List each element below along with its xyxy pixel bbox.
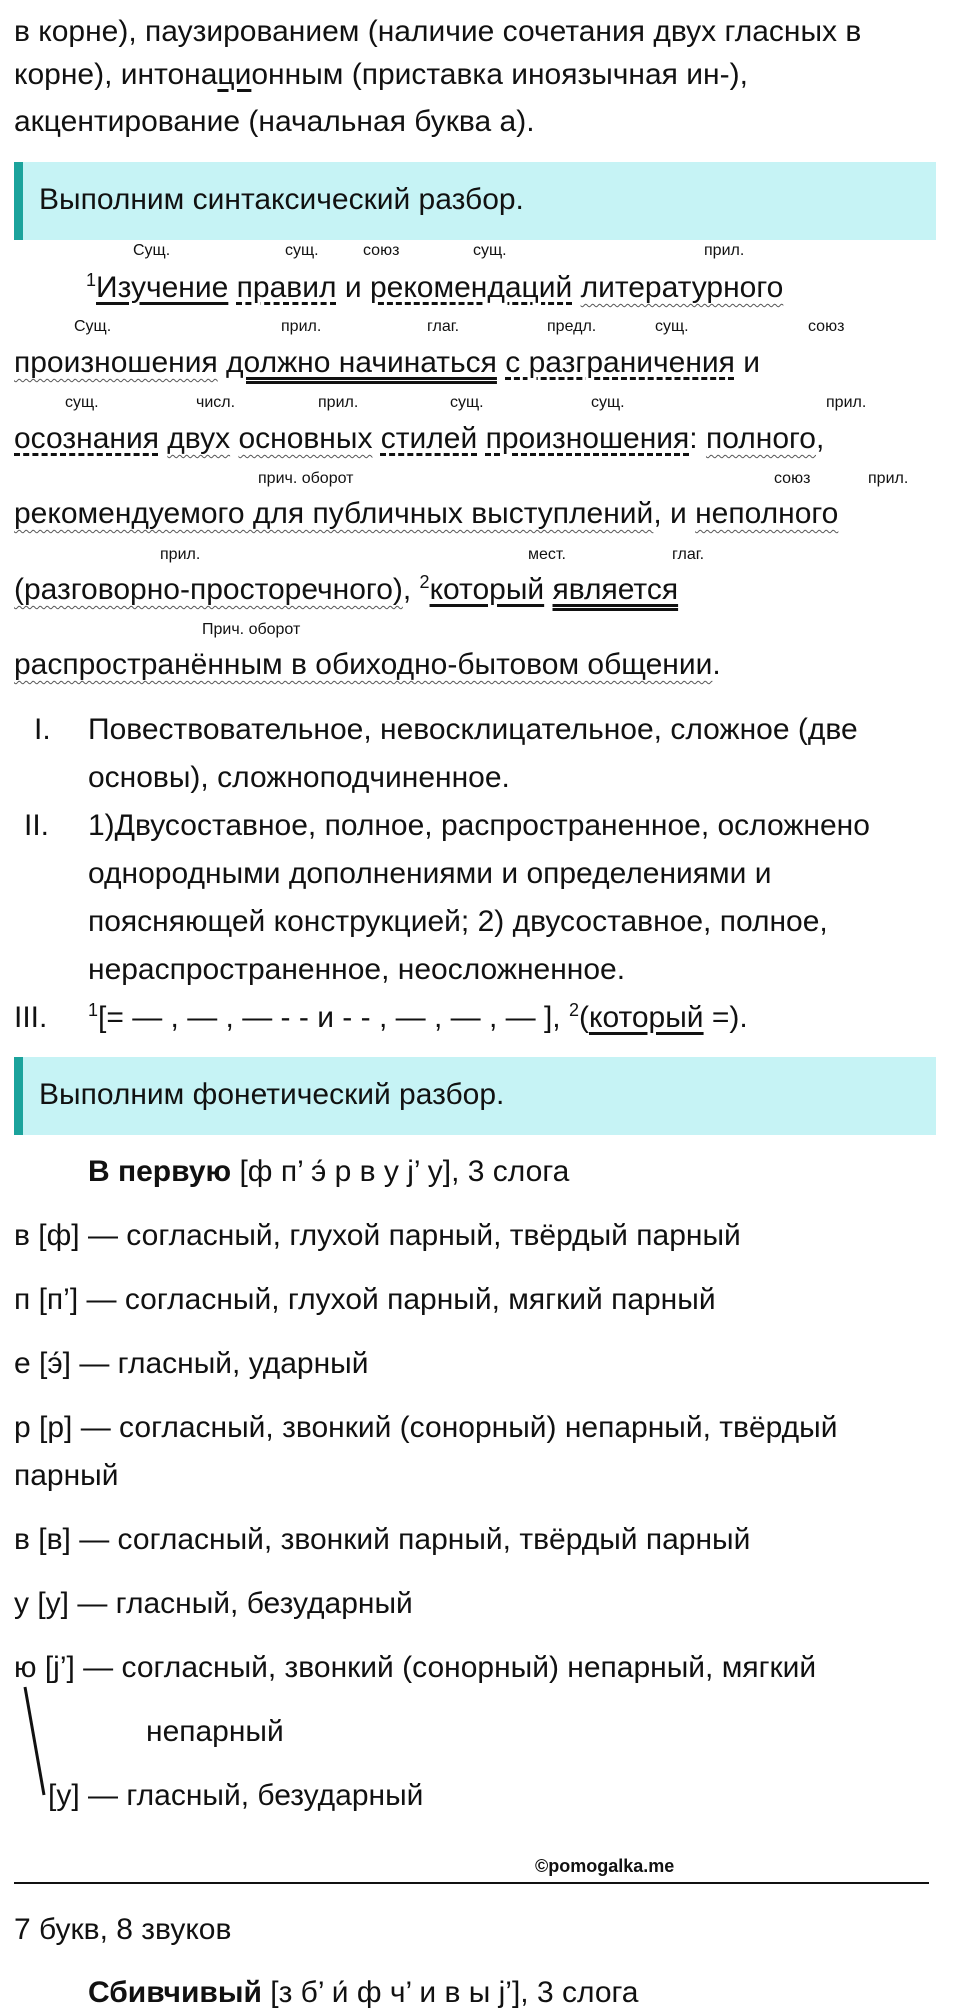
phonetic-word-1: В первую [ф п’ э́ р в у j’ у], 3 слога (88, 1155, 570, 1188)
phonetic-line: р [р] — согласный, звонкий (сонорный) непарный, твёрдый (14, 1411, 838, 1444)
intro-line-2: корне), интонационным (приставка иноязычная ин-), (14, 58, 748, 91)
phonetic-line: парный (14, 1459, 119, 1492)
phonetic-line: п [п’] — согласный, глухой парный, мягкий парный (14, 1283, 716, 1316)
pos-label: сущ. (450, 394, 484, 411)
pos-label: прил. (281, 318, 322, 335)
phonetic-line: е [э́] — гласный, ударный (14, 1347, 369, 1380)
sentence-line-3: осознания двух основных стилей произношения: полного, (14, 422, 825, 455)
point-text: Повествовательное, невосклицательное, сложное (две (88, 713, 858, 746)
phonetic-line: в [ф] — согласный, глухой парный, твёрдый парный (14, 1219, 741, 1252)
point-number: I. (34, 713, 51, 746)
pos-label: сущ. (473, 242, 507, 259)
site-credit: ©pomogalka.me (535, 1856, 675, 1876)
phonetic-line: у [у] — гласный, безударный (14, 1587, 413, 1620)
point-text: основы), сложноподчиненное. (88, 761, 510, 794)
point-number: III. (14, 1001, 48, 1034)
pos-label: Прич. оборот (202, 621, 301, 638)
phonetic-line: непарный (146, 1715, 284, 1748)
pos-label: прил. (704, 242, 745, 259)
sentence-scheme: $^1$[= — , — , — - - и - - , — , — , — ], $^2$(который =). (88, 1000, 748, 1034)
pos-label: прил. (318, 394, 359, 411)
phonetic-line: в [в] — согласный, звонкий парный, твёрдый парный (14, 1523, 751, 1556)
pos-label: Сущ. (74, 318, 112, 335)
phonetic-line: [у] — гласный, безударный (48, 1779, 424, 1812)
point-number: II. (24, 809, 50, 842)
pos-label: прил. (826, 394, 867, 411)
pos-label: сущ. (591, 394, 625, 411)
pos-label: предл. (547, 318, 597, 335)
pos-label: союз (808, 318, 845, 335)
pos-label: прич. оборот (258, 470, 354, 487)
phonetic-word-2: Сбивчивый [з б’ и́ ф ч’ и в ы j’], 3 слога (88, 1976, 639, 2009)
pos-label: глаг. (672, 546, 705, 563)
syntax-banner-title: Выполним синтаксический разбор. (39, 183, 524, 216)
point-text: поясняющей конструкцией; 2) двусоставное, полное, (88, 905, 828, 938)
intro-line-1: в корне), паузированием (наличие сочетания двух гласных в (14, 15, 862, 48)
sentence-line-6: распространённым в обиходно-бытовом общении. (14, 648, 721, 681)
pos-label: мест. (528, 546, 566, 563)
pos-label: прил. (160, 546, 201, 563)
pos-label: союз (363, 242, 400, 259)
pos-label: числ. (196, 394, 236, 411)
sentence-line-5: (разговорно-просторечного), $^2$который является (14, 572, 679, 606)
point-text: нераспространенное, неосложненное. (88, 953, 626, 986)
sentence-line-4: рекомендуемого для публичных выступлений, и неполного (14, 497, 839, 530)
point-text: 1)Двусоставное, полное, распространенное, осложнено (88, 809, 870, 842)
point-text: однородными дополнениями и определениями и (88, 857, 772, 890)
intro-line-3: акцентирование (начальная буква а). (14, 105, 535, 138)
divider (14, 1882, 929, 1884)
pos-label: сущ. (285, 242, 319, 259)
sentence-line-1: $^1$Изучение правил и рекомендаций литературного (86, 270, 784, 304)
phonetic-banner-title: Выполним фонетический разбор. (39, 1078, 505, 1111)
pos-label: прил. (868, 470, 909, 487)
pos-label: глаг. (427, 318, 460, 335)
sentence-line-2: произношения должно начинаться с разграничения и (14, 346, 761, 379)
phonetic-line: ю [j’] — согласный, звонкий (сонорный) непарный, мягкий (14, 1651, 817, 1684)
letters-sounds-count: 7 букв, 8 звуков (14, 1913, 232, 1946)
pos-label: союз (774, 470, 811, 487)
pos-label: сущ. (65, 394, 99, 411)
pos-label: Сущ. (133, 242, 171, 259)
pos-label: сущ. (655, 318, 689, 335)
